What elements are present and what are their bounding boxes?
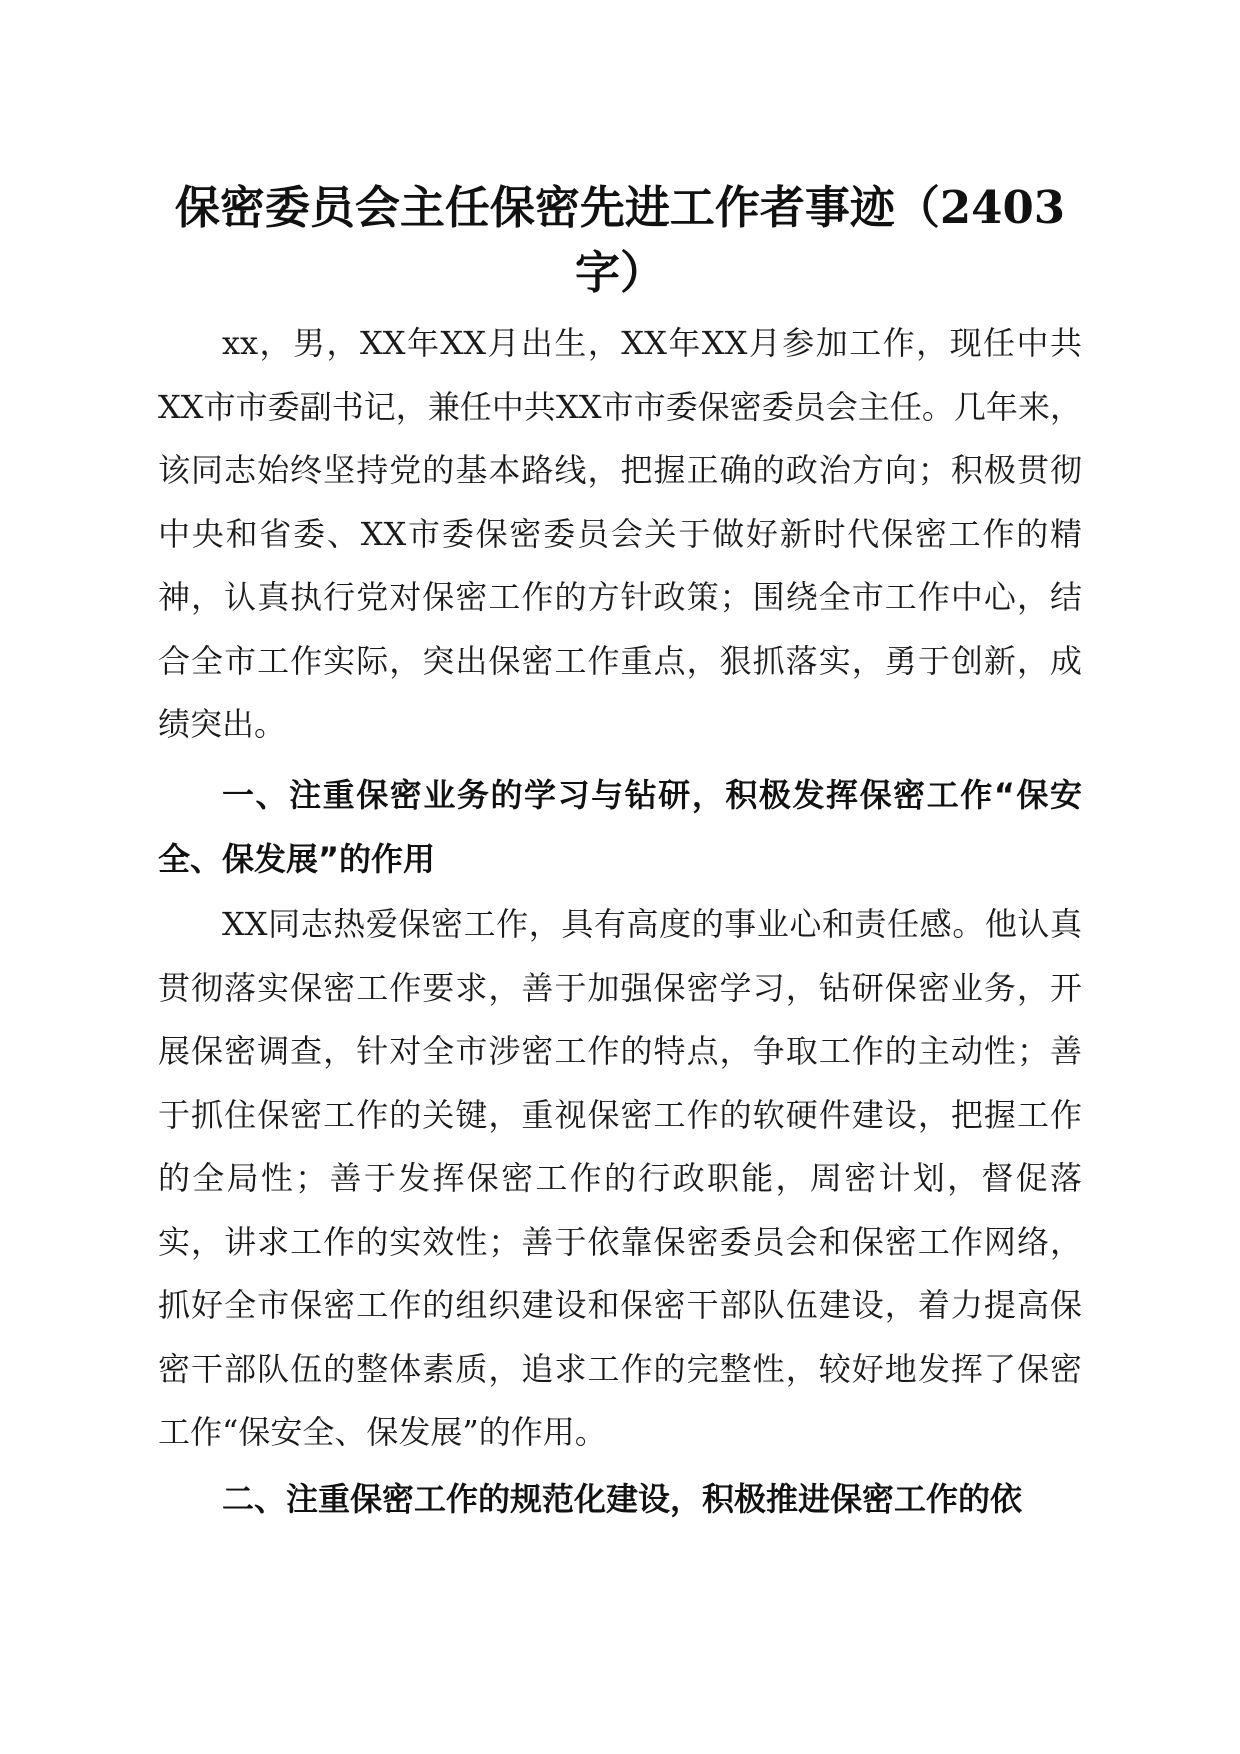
document-title-line-1: 保密委员会主任保密先进工作者事迹（2403 [174, 181, 1066, 234]
section-heading-1: 一、注重保密业务的学习与钻研，积极发挥保密工作“保安全、保发展”的作用 [158, 776, 1082, 878]
section-1-paragraph: XX同志热爱保密工作，具有高度的事业心和责任感。他认真贯彻落实保密工作要求，善于加强保密学习，钻研保密业务，开展保密调查，针对全市涉密工作的特点，争取工作的主动性；善于抓住保密工作的关键，重视保密工作的软硬件建设，把握工作的全局性；善于发挥保密工作的行政职能，周密计划，督促落实，讲求工作的实效性；善于依靠保密委员会和保密工作网络，抓好全市保密工作的组织建设和保密干部队伍建设，着力提高保密干部队伍的整体素质，追求工作的完整性，较好地发挥了保密工作“保安全、保发展”的作用。 [158, 905, 1082, 1451]
section-heading-2: 二、注重保密工作的规范化建设，积极推进保密工作的依 [222, 1480, 1023, 1518]
intro-paragraph: xx，男，XX年XX月出生，XX年XX月参加工作，现任中共XX市市委副书记，兼任中共XX市市委保密委员会主任。几年来，该同志始终坚持党的基本路线，把握正确的政治方向；积极贯彻中央和省委、XX市委保密委员会关于做好新时代保密工作的精神，认真执行党对保密工作的方针政策；围绕全市工作中心，结合全市工作实际，突出保密工作重点，狠抓落实，勇于创新，成绩突出。 [158, 324, 1082, 743]
document-title-line-2: 字） [574, 246, 665, 299]
